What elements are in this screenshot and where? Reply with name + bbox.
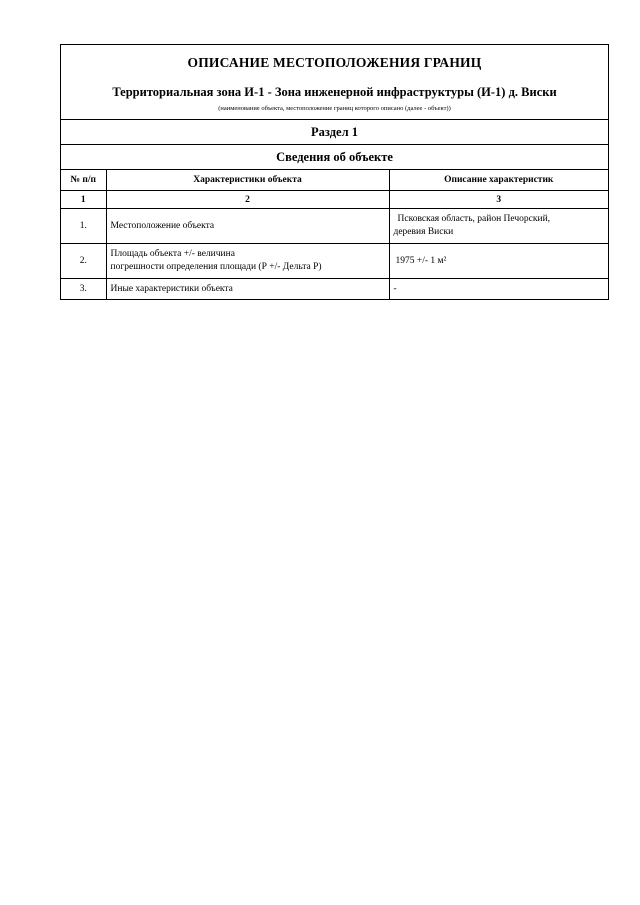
- description-line: деревия Виски: [393, 227, 454, 237]
- row-characteristic: [106, 244, 389, 279]
- object-name-caption: (наименование объекта, местоположение границ которого описано (далее - объект)): [218, 105, 451, 112]
- table-row: [61, 209, 608, 244]
- characteristic-line: Площадь объекта +/- величина: [110, 249, 235, 259]
- row-description: -: [393, 283, 397, 294]
- description-line: Псковская область, район Печорский,: [397, 214, 551, 224]
- row-characteristic: Иные характеристики объекта: [106, 279, 389, 300]
- column-number: 3: [389, 191, 608, 209]
- row-description: [389, 209, 608, 244]
- column-header-description: Описание характеристик: [389, 170, 608, 191]
- row-number: 1.: [61, 209, 106, 244]
- document-header: [61, 45, 608, 120]
- section-name: Сведения об объекте: [61, 145, 608, 170]
- table-header-row: [61, 170, 608, 191]
- section-label: Раздел 1: [61, 120, 608, 145]
- column-header-number: № п/п: [61, 170, 106, 191]
- row-number: 2.: [61, 244, 106, 279]
- object-name: Территориальная зона И-1 - Зона инженерной инфраструктуры (И-1) д. Виски: [112, 85, 557, 99]
- document-frame: [60, 44, 609, 300]
- column-number-row: [61, 191, 608, 209]
- row-description: 1975 +/- 1 м²: [389, 244, 608, 279]
- characteristic-line: погрешности определения площади (Р +/- Дельта Р): [110, 262, 322, 272]
- row-characteristic: Местоположение объекта: [106, 209, 389, 244]
- object-info-table: [61, 170, 608, 299]
- column-number: 1: [61, 191, 106, 209]
- table-row: [61, 279, 608, 300]
- table-row: [61, 244, 608, 279]
- row-number: 3.: [61, 279, 106, 300]
- column-number: 2: [106, 191, 389, 209]
- column-header-characteristic: Характеристики объекта: [106, 170, 389, 191]
- document-title: ОПИСАНИЕ МЕСТОПОЛОЖЕНИЯ ГРАНИЦ: [187, 55, 482, 70]
